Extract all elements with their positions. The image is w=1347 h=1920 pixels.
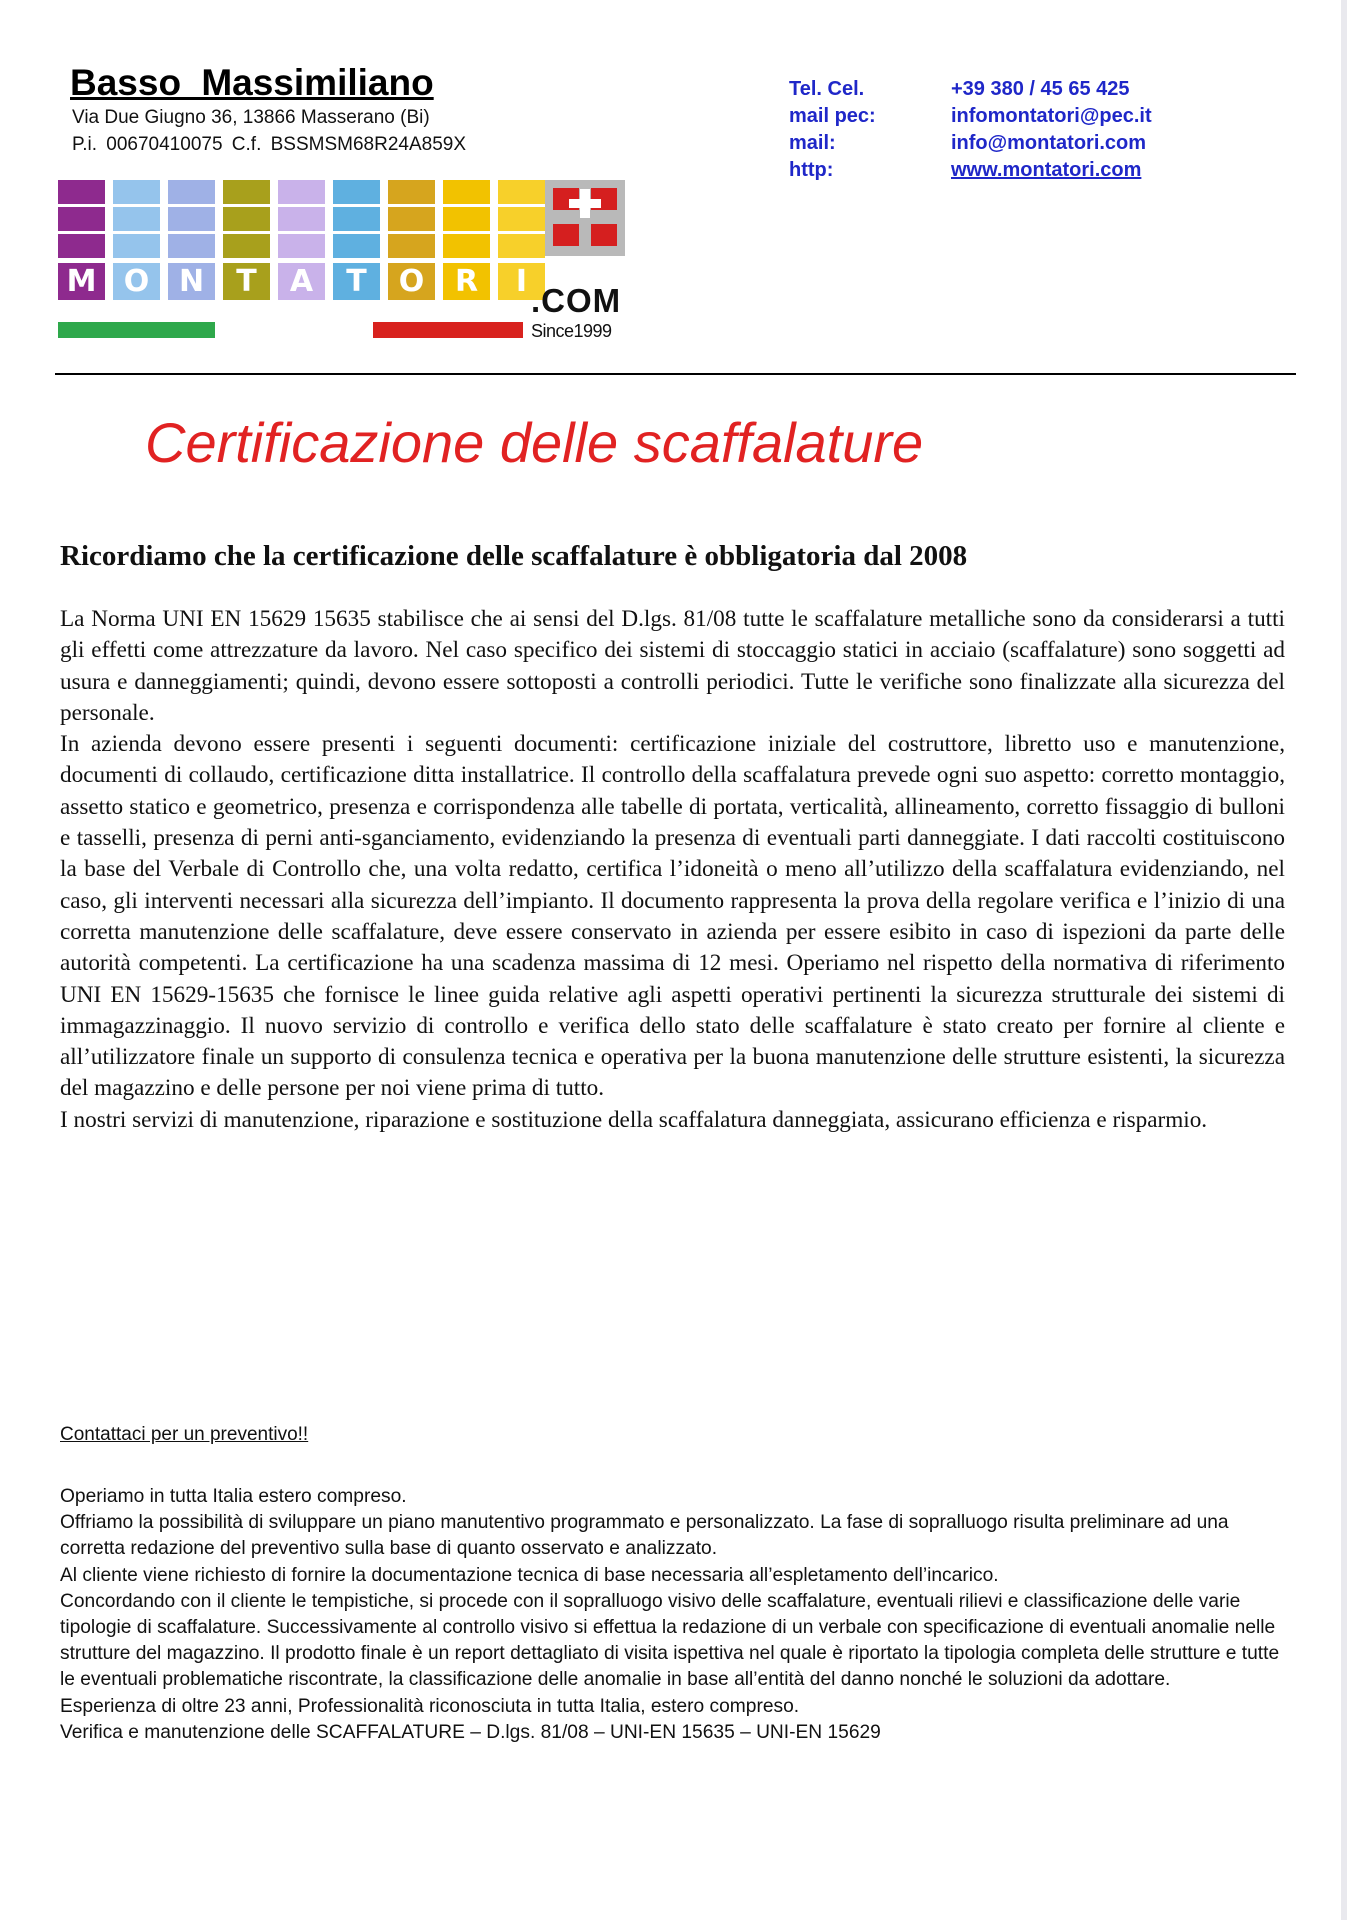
footer-paragraph: Esperienza di oltre 23 anni, Professionalità riconosciuta in tutta Italia, estero compreso.: [60, 1695, 800, 1717]
logo-cell: [168, 207, 215, 231]
logo-column: [443, 180, 490, 300]
logo-column: [333, 180, 380, 300]
logo-cell: [278, 180, 325, 204]
footer-text: [60, 1484, 1286, 1746]
logo-column: [113, 180, 160, 300]
logo-cell: [278, 234, 325, 258]
logo-cell: [58, 180, 105, 204]
logo-letter: R: [443, 263, 490, 300]
logo-cell: [443, 234, 490, 258]
logo-column: [388, 180, 435, 300]
logo-cell: [388, 180, 435, 204]
body-text: [60, 604, 1285, 1136]
logo-grid: [58, 180, 545, 300]
footer-paragraph: Al cliente viene richiesto di fornire la documentazione tecnica di base necessaria all’espletamento dell’incarico.: [60, 1564, 999, 1586]
contact-phone-value[interactable]: +39 380 / 45 65 425: [951, 78, 1130, 100]
contact-pec: [789, 105, 1152, 132]
logo-letter: T: [333, 263, 380, 300]
logo-cell: [168, 180, 215, 204]
logo-letter: O: [113, 263, 160, 300]
website-link[interactable]: www.montatori.com: [951, 159, 1142, 181]
logo-cell: [333, 234, 380, 258]
logo-cell: [498, 180, 545, 204]
logo-letter: T: [223, 263, 270, 300]
logo-cell: [333, 207, 380, 231]
logo-cell: [223, 180, 270, 204]
logo-column: [223, 180, 270, 300]
footer-paragraph: Offriamo la possibilità di sviluppare un piano manutentivo programmato e personalizzato. La fase di sopralluogo risulta preliminare ad una corretta redazione del preventivo sulla base di quanto osservato e analizzato.: [60, 1512, 1229, 1560]
logo-cell: [388, 207, 435, 231]
logo-column: [278, 180, 325, 300]
logo-column: [168, 180, 215, 300]
logo-letter: I: [498, 263, 545, 300]
quote-cta-link[interactable]: Contattaci per un preventivo!!: [60, 1424, 309, 1445]
contact-block: [789, 78, 1152, 186]
logo-cell: [223, 207, 270, 231]
logo-letter: N: [168, 263, 215, 300]
contact-web: [789, 159, 1152, 186]
logo-column: [58, 180, 105, 300]
logo-cell: [58, 234, 105, 258]
contact-pec-value[interactable]: infomontatori@pec.it: [951, 105, 1152, 127]
logo-cell: [113, 180, 160, 204]
logo-cell: [498, 234, 545, 258]
contact-mail: [789, 132, 1152, 159]
logo-cell: [443, 207, 490, 231]
contact-phone-label: Tel. Cel.: [789, 78, 865, 100]
footer-paragraph: Concordando con il cliente le tempistiche, si procede con il sopralluogo visivo delle scaffalature, eventuali rilievi e classificazione delle varie tipologie di scaffalature. Successivamente al controllo visivo si effettua la redazione di un verbale con specificazione di eventuali anomalie nelle strutture del magazzino. Il prodotto finale è un report dettagliato di visita ispettiva nel quale è riportato la tipologia completa delle strutture e tutte le eventuali problematiche riscontrate, la classificazione delle anomalie in base all’entità del danno nonché le soluzioni da adottare.: [60, 1590, 1280, 1691]
montatori-logo: [58, 180, 638, 345]
logo-since: Since1999: [531, 321, 612, 341]
body-paragraph: I nostri servizi di manutenzione, riparazione e sostituzione della scaffalatura danneggiata, assicurano efficienza e risparmio.: [60, 1106, 1208, 1133]
logo-cell: [278, 207, 325, 231]
body-paragraph: In azienda devono essere presenti i seguenti documenti: certificazione iniziale del costruttore, libretto uso e manutenzione, documenti di collaudo, certificazione ditta installatrice. Il controllo della scaffalatura prevede ogni suo aspetto: corretto montaggio, assetto statico e geometrico, presenza e corrispondenza alle tabelle di portata, verticalità, allineamento, corretto fissaggio di bulloni e tasselli, presenza di perni anti-sganciamento, evidenziando la presenza di eventuali parti danneggiate. I dati raccolti costituiscono la base del Verbale di Controllo che, una volta redatto, certifica l’idoneità o meno all’utilizzo della scaffalatura evidenziando, nel caso, gli interventi necessari alla sicurezza dell’impianto. Il documento rappresenta la prova della regolare verifica e l’inizio di una corretta manutenzione delle scaffalature, deve essere conservato in azienda per essere esibito in caso di ispezioni da parte delle autorità competenti. La certificazione ha una scadenza massima di 12 mesi. Operiamo nel rispetto della normativa di riferimento UNI EN 15629-15635 che fornisce le linee guida relative agli aspetti operativi pertinenti la sicurezza strutturale dei sistemi di immagazzinaggio. Il nuovo servizio di controllo e verifica dello stato delle scaffalature è stato creato per fornire al cliente e all’utilizzatore finale un supporto di consulenza tecnica e operativa per la buona manutenzione delle strutture esistenti, la sicurezza del magazzino e delle persone per noi viene prima di tutto.: [60, 731, 1285, 1102]
page-edge: [1341, 0, 1347, 1920]
logo-domain: .COM: [531, 282, 622, 319]
logo-cell: [223, 234, 270, 258]
logo-cell: [388, 234, 435, 258]
contact-mail-value[interactable]: info@montatori.com: [951, 132, 1147, 154]
logo-cell: [168, 234, 215, 258]
owner-name: Basso Massimiliano: [70, 62, 434, 103]
contact-pec-label: mail pec:: [789, 105, 876, 127]
logo-red-bar: [373, 322, 523, 338]
owner-address: Via Due Giugno 36, 13866 Masserano (Bi): [72, 107, 430, 128]
flag-icon: [545, 180, 625, 256]
document-subtitle: Ricordiamo che la certificazione delle scaffalature è obbligatoria dal 2008: [60, 540, 968, 572]
contact-phone: [789, 78, 1152, 105]
footer-paragraph: Operiamo in tutta Italia estero compreso.: [60, 1486, 407, 1507]
logo-cell: [443, 180, 490, 204]
logo-cell: [333, 180, 380, 204]
contact-web-label: http:: [789, 159, 834, 181]
body-paragraph: La Norma UNI EN 15629 15635 stabilisce che ai sensi del D.lgs. 81/08 tutte le scaffalature metalliche sono da considerarsi a tutti gli effetti come attrezzature da lavoro. Nel caso specifico dei sistemi di stoccaggio statici in acciaio (scaffalature) sono soggetti ad usura e danneggiamenti; quindi, devono essere sottoposti a controlli periodici. Tutte le verifiche sono finalizzate alla sicurezza del personale.: [60, 606, 1285, 726]
contact-mail-label: mail:: [789, 132, 836, 154]
logo-cell: [498, 207, 545, 231]
logo-cell: [113, 234, 160, 258]
logo-letter: O: [388, 263, 435, 300]
logo-cell: [113, 207, 160, 231]
owner-fiscal-ids: P.i. 00670410075 C.f. BSSMSM68R24A859X: [72, 134, 467, 155]
logo-green-bar: [58, 322, 215, 338]
logo-cell: [58, 207, 105, 231]
logo-letter: M: [58, 263, 105, 300]
document-title: Certificazione delle scaffalature: [145, 411, 924, 474]
footer-paragraph: Verifica e manutenzione delle SCAFFALATURE – D.lgs. 81/08 – UNI-EN 15635 – UNI-EN 15629: [60, 1721, 881, 1743]
logo-letter: A: [278, 263, 325, 300]
header-divider: [55, 373, 1296, 375]
